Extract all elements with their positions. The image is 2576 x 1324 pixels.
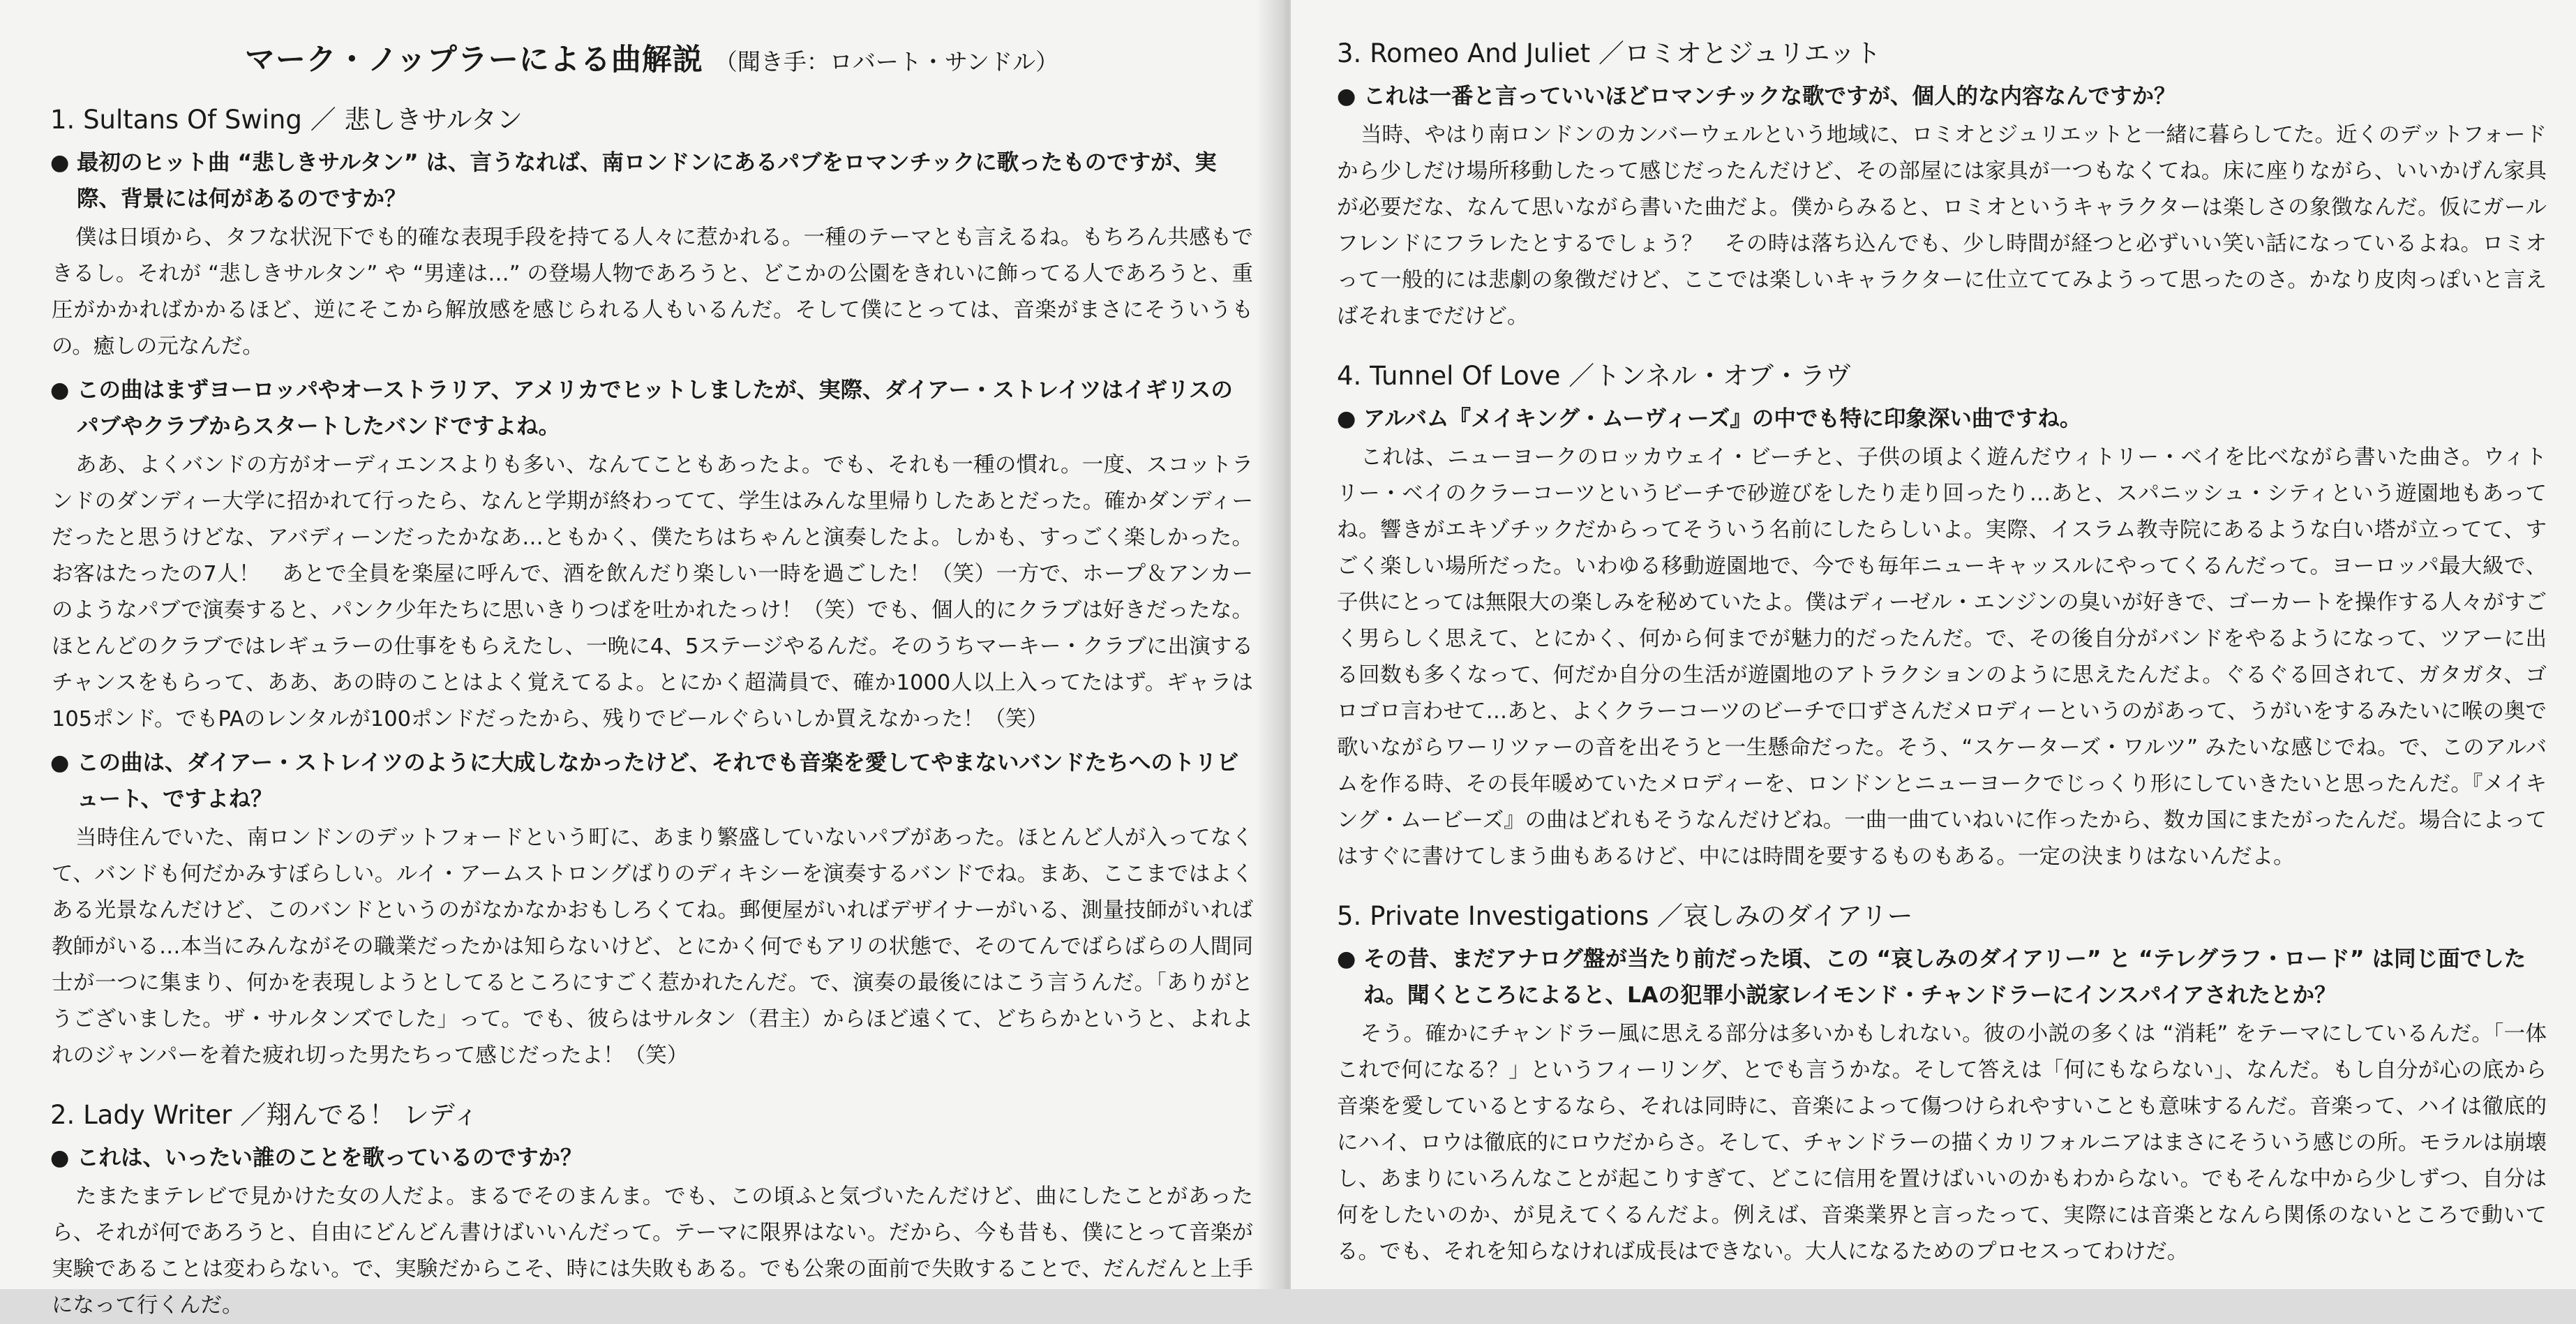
question: ● この曲は、ダイアー・ストレイツのように大成しなかったけど、それでも音楽を愛してやまないバンドたちへのトリビュート、ですよね？ <box>50 745 1253 817</box>
song-section-1 <box>50 98 1253 1074</box>
question: ● アルバム『メイキング・ムーヴィーズ』の中でも特に印象深い曲ですね。 <box>1337 401 2547 437</box>
question: ● 最初のヒット曲 “悲しきサルタン” は、言うなれば、南ロンドンにあるパブをロマンチックに歌ったものですが、実際、背景には何があるのですか？ <box>50 144 1253 217</box>
question: ● その昔、まだアナログ盤が当たり前だった頃、この “哀しみのダイアリー” と “テレグラフ・ロード” は同じ面でしたね。聞くところによると、LAの犯罪小説家レイモンド・チャンドラーにインスパイアされたとか？ <box>1337 941 2547 1013</box>
question: ● この曲はまずヨーロッパやオーストラリア、アメリカでヒットしましたが、実際、ダイアー・ストレイツはイギリスのパブやクラブからスタートしたバンドですよね。 <box>50 372 1253 445</box>
title-interviewer: （聞き手：ロバート・サンドル） <box>714 48 1059 75</box>
answer: 当時、やはり南ロンドンのカンバーウェルという地域に、ロミオとジュリエットと一緒に暮らしてた。近くのデットフォードから少しだけ場所移動したって感じだったんだけど、その部屋には家具が一つもなくてね。床に座りながら、いいかげん家具が必要だな、なんて思いながら書いた曲だよ。僕からみると、ロミオというキャラクターは楽しさの象徴なんだ。仮にガールフレンドにフラレたとするでしょう？ その時は落ち込んでも、少し時間が経つと必ずいい笑い話になっているよね。ロミオって一般的には悲劇の象徴だけど、ここでは楽しいキャラクターに仕立ててみようって思ったのさ。かなり皮肉っぽいと言えばそれまでだけど。 <box>1337 123 2547 329</box>
answer: ああ、よくバンドの方がオーディエンスよりも多い、なんてこともあったよ。でも、それも一種の慣れ。一度、スコットランドのダンディー大学に招かれて行ったら、なんと学期が終わってて、学生はみんな里帰りしたあとだった。確かダンディーだったと思うけどな、アバディーンだったかなあ…ともかく、僕たちはちゃんと演奏したよ。しかも、すっごく楽しかった。お客はたったの7人！ あとで全員を楽屋に呼んで、酒を飲んだり楽しい一時を過ごした！（笑）一方で、ホープ＆アンカーのようなパブで演奏すると、パンク少年たちに思いきりつばを吐かれたっけ！（笑）でも、個人的にクラブは好きだったな。ほとんどのクラブではレギュラーの仕事をもらえたし、一晩に4、5ステージやるんだ。そのうちマーキー・クラブに出演するチャンスをもらって、ああ、あの時のことはよく覚えてるよ。とにかく超満員で、確か1000人以上入ってたはず。ギャラは105ポンド。でもPAのレンタルが100ポンドだったから、残りでビールぐらいしか買えなかった！（笑） <box>52 453 1253 731</box>
left-page <box>0 0 1277 1318</box>
title-main: マーク・ノップラーによる曲解説 <box>244 43 703 77</box>
question: ● これは、いったい誰のことを歌っているのですか？ <box>50 1140 1253 1176</box>
bullet-icon: ● <box>50 1145 70 1170</box>
song-section-2 <box>50 1094 1253 1324</box>
song-title: 2. Lady Writer ／翔んでる！ レディ <box>50 1100 479 1130</box>
bullet-icon: ● <box>1337 406 1356 431</box>
bullet-icon: ● <box>50 378 70 403</box>
song-section-3 <box>1337 32 2547 335</box>
bullet-icon: ● <box>50 750 70 775</box>
song-title: 5. Private Investigations ／哀しみのダイアリー <box>1337 901 1913 931</box>
answer: たまたまテレビで見かけた女の人だよ。まるでそのまんま。でも、この頃ふと気づいたんだけど、曲にしたことがあったら、それが何であろうと、自由にどんどん書けばいいんだって。テーマに限界はない。だから、今も昔も、僕にとって音楽が実験であることは変わらない。で、実験だからこそ、時には失敗もある。でも公衆の面前で失敗することで、だんだんと上手になって行くんだ。 <box>52 1184 1253 1318</box>
bullet-icon: ● <box>1337 946 1356 972</box>
song-section-4 <box>1337 355 2547 875</box>
song-title: 4. Tunnel Of Love ／トンネル・オブ・ラヴ <box>1337 361 1851 391</box>
bullet-icon: ● <box>50 150 70 175</box>
answer: そう。確かにチャンドラー風に思える部分は多いかもしれない。彼の小説の多くは “消耗” をテーマにしているんだ。「一体これで何になる？」というフィーリング、とでも言うかな。そして答えは「何にもならない」、なんだ。もし自分が心の底から音楽を愛しているとするなら、それは同時に、音楽によって傷つけられやすいことも意味するんだ。音楽って、ハイは徹底的にハイ、ロウは徹底的にロウだからさ。そして、チャンドラーの描くカリフォルニアはまさにそういう感じの所。モラルは崩壊し、あまりにいろんなことが起こりすぎて、どこに信用を置けばいいのかもわからない。でもそんな中から少しずつ、自分は何をしたいのか、が見えてくるんだよ。例えば、音楽業界と言ったって、実際には音楽となんら関係のないところで動いてる。でも、それを知らなければ成長はできない。大人になるためのプロセスってわけだ。 <box>1337 1022 2547 1264</box>
answer: これは、ニューヨークのロッカウェイ・ビーチと、子供の頃よく遊んだウィトリー・ベイを比べながら書いた曲さ。ウィトリー・ベイのクラーコーツというビーチで砂遊びをしたり走り回ったり…あと、スパニッシュ・シティという遊園地もあってね。響きがエキゾチックだからってそういう名前にしたらしいよ。実際、イスラム教寺院にあるような白い塔が立ってて、すごく楽しい場所だった。いわゆる移動遊園地で、今でも毎年ニューキャッスルにやってくるんだって。ヨーロッパ最大級で、子供にとっては無限大の楽しみを秘めていたよ。僕はディーゼル・エンジンの臭いが好きで、ゴーカートを操作する人々がすごく男らしく思えて、とにかく、何から何までが魅力的だったんだ。で、その後自分がバンドをやるようになって、ツアーに出る回数も多くなって、何だか自分の生活が遊園地のアトラクションのように思えたんだよ。ぐるぐる回されて、ガタガタ、ゴロゴロ言わせて…あと、よくクラーコーツのビーチで口ずさんだメロディーというのがあって、うがいをするみたいに喉の奥で歌いながらワーリツァーの音を出そうと一生懸命だった。そう、“スケーターズ・ワルツ” みたいな感じでね。で、このアルバムを作る時、その長年暖めていたメロディーを、ロンドンとニューヨークでじっくり形にしていきたいと思ったんだ。『メイキング・ムービーズ』の曲はどれもそうなんだけどね。一曲一曲ていねいに作ったから、数カ国にまたがったんだ。場合によってはすぐに書けてしまう曲もあるけど、中には時間を要するものもある。一定の決まりはないんだよ。 <box>1337 445 2547 869</box>
right-page <box>1291 0 2576 1289</box>
song-title: 1. Sultans Of Swing ／ 悲しきサルタン <box>50 105 523 135</box>
bullet-icon: ● <box>1337 84 1356 109</box>
song-title: 3. Romeo And Juliet ／ロミオとジュリエット <box>1337 38 1881 68</box>
page-title <box>50 36 1253 79</box>
song-section-5 <box>1337 895 2547 1270</box>
answer: 僕は日頃から、タフな状況下でも的確な表現手段を持てる人々に惹かれる。一種のテーマとも言えるね。もちろん共感もできるし。それが “悲しきサルタン” や “男達は…” の登場人物であろうと、どこかの公園をきれいに飾ってる人であろうと、重圧がかかればかかるほど、逆にそこから解放感を感じられる人もいるんだ。そして僕にとっては、音楽がまさにそういうもの。癒しの元なんだ。 <box>52 225 1253 359</box>
question: ● これは一番と言っていいほどロマンチックな歌ですが、個人的な内容なんですか？ <box>1337 78 2547 114</box>
answer: 当時住んでいた、南ロンドンのデットフォードという町に、あまり繁盛していないパブがあった。ほとんど人が入ってなくて、バンドも何だかみすぼらしい。ルイ・アームストロングばりのディキシーを演奏するバンドでね。まあ、ここまではよくある光景なんだけど、このバンドというのがなかなかおもしろくてね。郵便屋がいればデザイナーがいる、測量技師がいれば教師がいる…本当にみんながその職業だったかは知らないけど、とにかく何でもアリの状態で、そのてんでばらばらの人間同士が一つに集まり、何かを表現しようとしてるところにすごく惹かれたんだ。で、演奏の最後にはこう言うんだ。「ありがとうございました。ザ・サルタンズでした」って。でも、彼らはサルタン（君主）からほど遠くて、どちらかというと、よれよれのジャンパーを着た疲れ切った男たちって感じだったよ！（笑） <box>52 826 1253 1068</box>
